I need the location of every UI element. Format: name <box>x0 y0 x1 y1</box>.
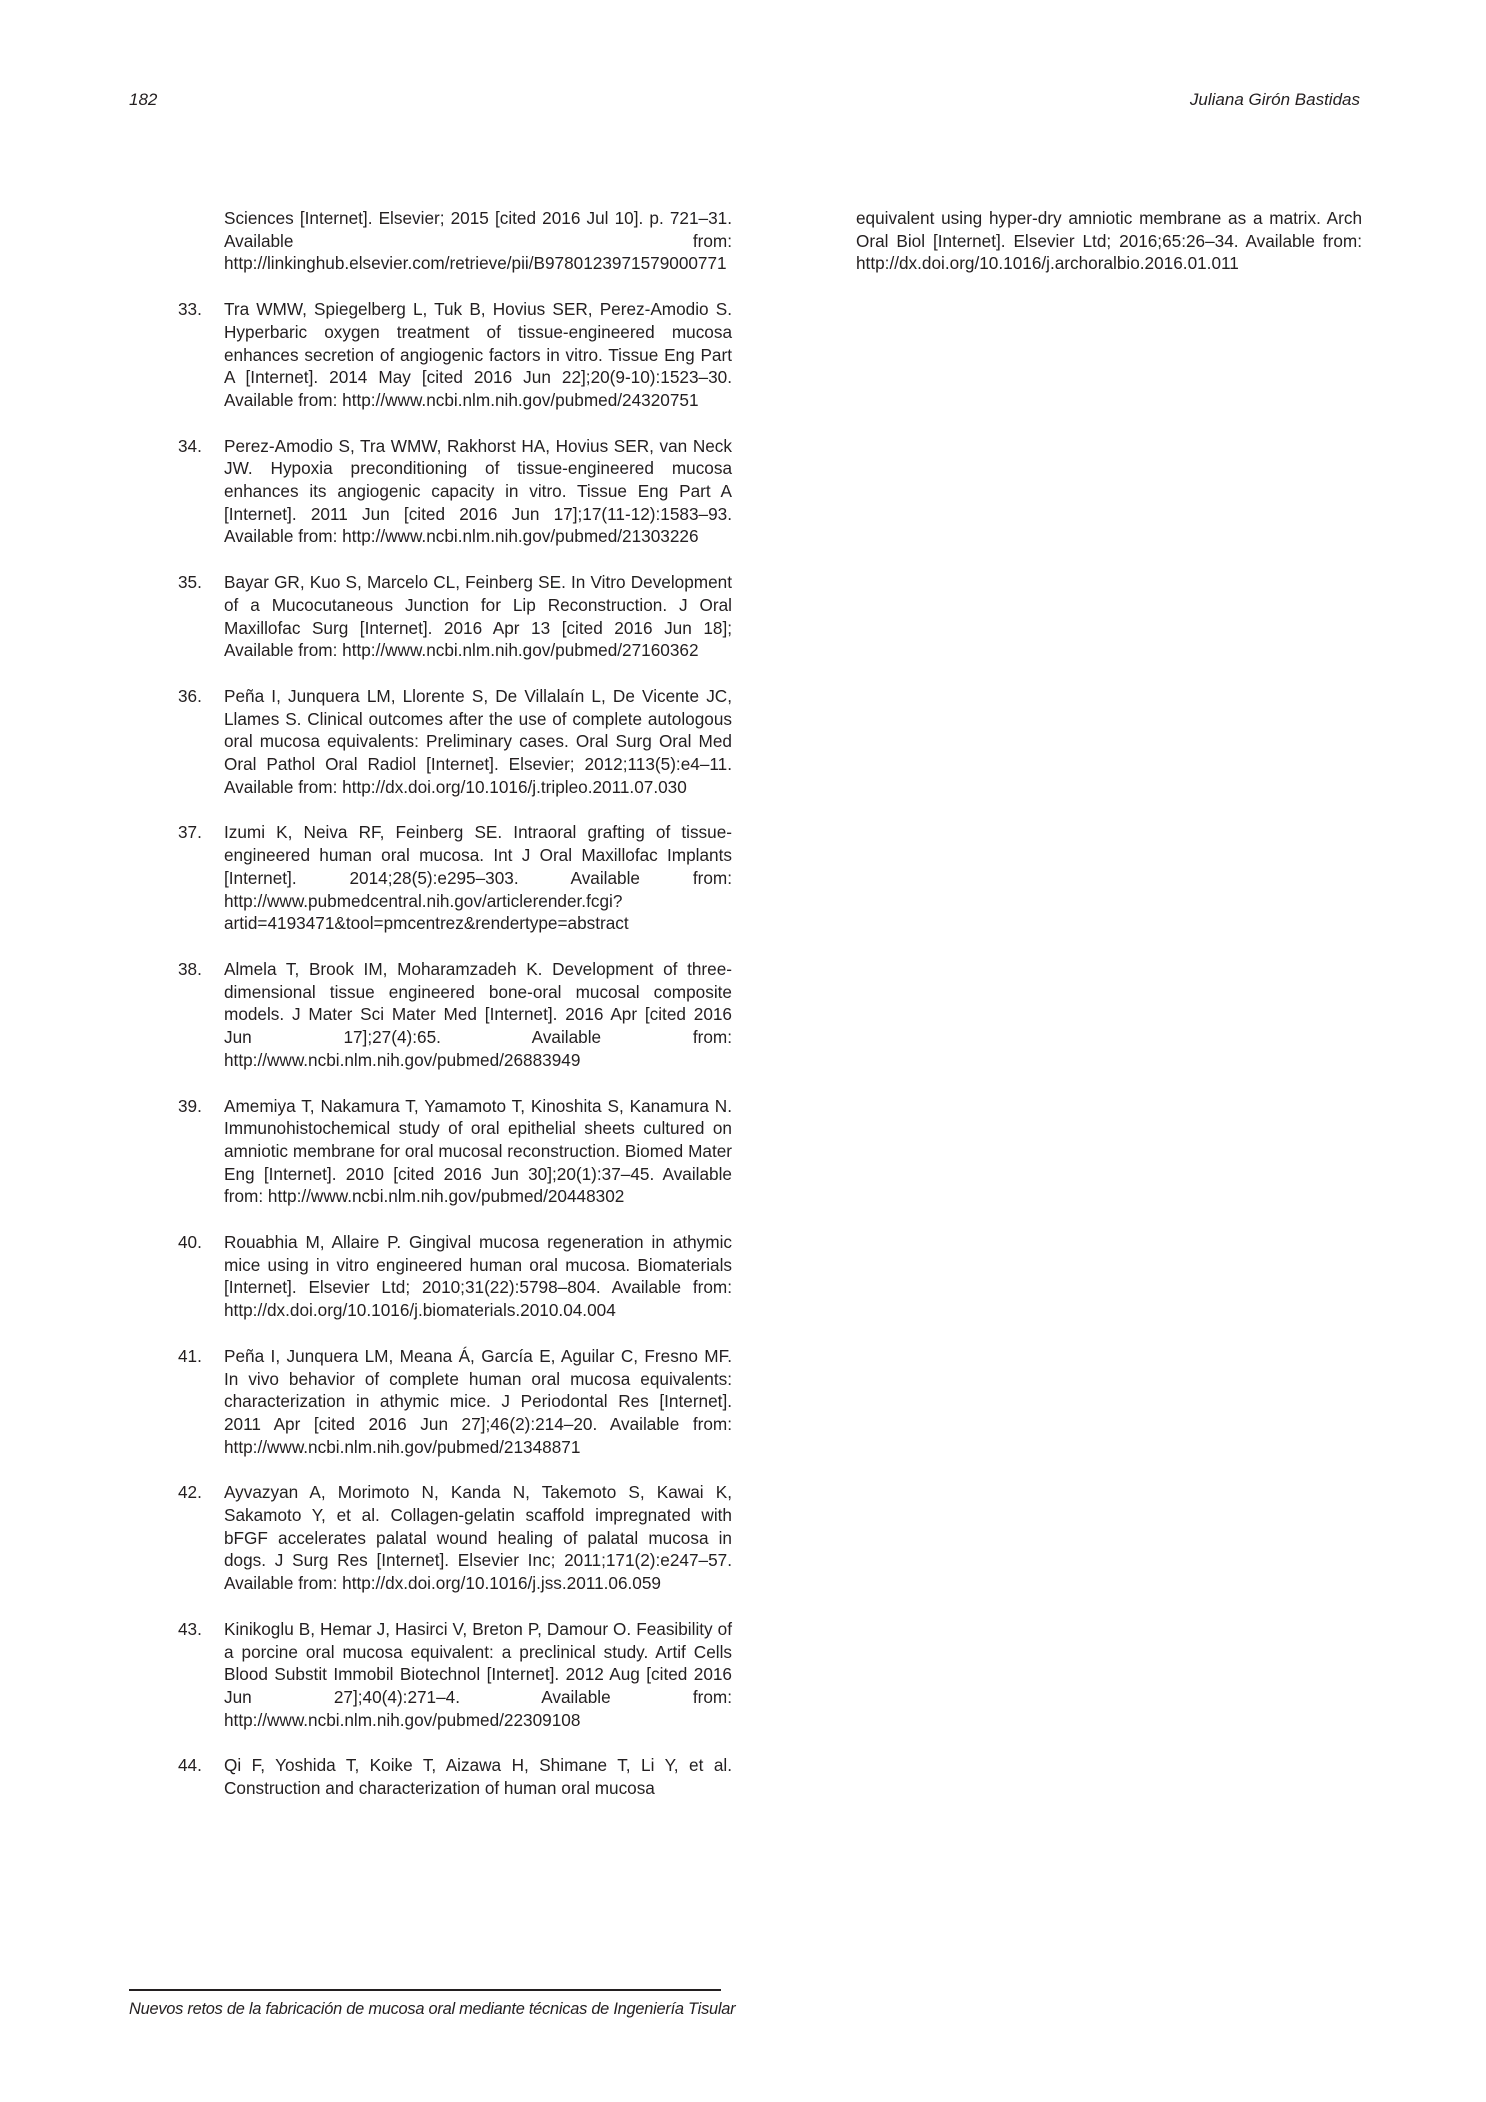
reference-text: Ayvazyan A, Morimoto N, Kanda N, Takemoto S, Kawai K, Sakamoto Y, et al. Collagen-gelatin scaffold impregnated with bFGF accelerates palatal wound healing of palatal mucosa in dogs. J Surg Res [Internet]. Elsevier Inc; 2011;171(2):e247–57. Available from: http://dx.doi.org/10.1016/j.jss.2011.06.059 <box>224 1482 732 1594</box>
reference-continuation <box>178 207 732 275</box>
reference-number: 38. <box>178 958 202 979</box>
footer-book-title: Nuevos retos de la fabricación de mucosa oral mediante técnicas de Ingeniería Tisular <box>129 2000 736 2018</box>
reference-text: Qi F, Yoshida T, Koike T, Aizawa H, Shimane T, Li Y, et al. Construction and characterization of human oral mucosa <box>224 1755 732 1799</box>
reference-item <box>178 821 732 935</box>
reference-text: Rouabhia M, Allaire P. Gingival mucosa regeneration in athymic mice using in vitro engineered human oral mucosa. Biomaterials [Internet]. Elsevier Ltd; 2010;31(22):5798–804. Available from: http://dx.doi.org/10.1016/j.biomaterials.2010.04.004 <box>224 1232 732 1321</box>
reference-list-left-column <box>178 207 732 1823</box>
reference-list-right-column <box>856 207 1362 298</box>
reference-item <box>178 1345 732 1459</box>
reference-number: 44. <box>178 1755 202 1776</box>
reference-number: 40. <box>178 1232 202 1253</box>
reference-number: 41. <box>178 1345 202 1366</box>
reference-text: equivalent using hyper-dry amniotic membrane as a matrix. Arch Oral Biol [Internet]. Elsevier Ltd; 2016;65:26–34. Available from: http://dx.doi.org/10.1016/j.archoralbio.2016.01.011 <box>856 208 1362 274</box>
reference-text: Peña I, Junquera LM, Llorente S, De Villalaín L, De Vicente JC, Llames S. Clinical outcomes after the use of complete autologous oral mucosa equivalents: Preliminary cases. Oral Surg Oral Med Oral Pathol Oral Radiol [Internet]. Elsevier; 2012;113(5):e4–11. Available from: http://dx.doi.org/10.1016/j.tripleo.2011.07.030 <box>224 685 732 797</box>
reference-number: 34. <box>178 435 202 456</box>
reference-number: 33. <box>178 299 202 320</box>
reference-number: 42. <box>178 1482 202 1503</box>
page-number: 182 <box>129 90 158 109</box>
reference-number: 37. <box>178 822 202 843</box>
reference-item <box>178 1618 732 1732</box>
reference-text: Amemiya T, Nakamura T, Yamamoto T, Kinoshita S, Kanamura N. Immunohistochemical study of oral epithelial sheets cultured on amniotic membrane for oral mucosal reconstruction. Biomed Mater Eng [Internet]. 2010 [cited 2016 Jun 30];20(1):37–45. Available from: http://www.ncbi.nlm.nih.gov/pubmed/20448302 <box>224 1095 732 1207</box>
reference-item <box>178 1095 732 1209</box>
reference-number: 36. <box>178 685 202 706</box>
reference-text: Izumi K, Neiva RF, Feinberg SE. Intraoral grafting of tissue-engineered human oral mucosa. Int J Oral Maxillofac Implants [Internet]. 2014;28(5):e295–303. Available from: http://www.pubmedcentral.nih.gov/articlerender.fcgi?artid=4193471&tool=pmcentrez&rendertype=abstract <box>224 822 732 934</box>
reference-text: Almela T, Brook IM, Moharamzadeh K. Development of three-dimensional tissue engineered bone-oral mucosal composite models. J Mater Sci Mater Med [Internet]. 2016 Apr [cited 2016 Jun 17];27(4):65. Available from: http://www.ncbi.nlm.nih.gov/pubmed/26883949 <box>224 958 732 1070</box>
reference-text: Sciences [Internet]. Elsevier; 2015 [cited 2016 Jul 10]. p. 721–31. Available from: http://linkinghub.elsevier.com/retrieve/pii/B9780123971579000771 <box>224 208 732 274</box>
footer-divider <box>129 1989 721 1991</box>
reference-text: Kinikoglu B, Hemar J, Hasirci V, Breton P, Damour O. Feasibility of a porcine oral mucosa equivalent: a preclinical study. Artif Cells Blood Substit Immobil Biotechnol [Internet]. 2012 Aug [cited 2016 Jun 27];40(4):271–4. Available from: http://www.ncbi.nlm.nih.gov/pubmed/22309108 <box>224 1618 732 1730</box>
reference-text: Bayar GR, Kuo S, Marcelo CL, Feinberg SE. In Vitro Development of a Mucocutaneous Junction for Lip Reconstruction. J Oral Maxillofac Surg [Internet]. 2016 Apr 13 [cited 2016 Jun 18]; Available from: http://www.ncbi.nlm.nih.gov/pubmed/27160362 <box>224 572 732 661</box>
reference-continuation <box>856 207 1362 275</box>
reference-number: 39. <box>178 1095 202 1116</box>
running-head-author: Juliana Girón Bastidas <box>1189 90 1360 109</box>
reference-item <box>178 571 732 662</box>
reference-number: 35. <box>178 572 202 593</box>
reference-item <box>178 298 732 412</box>
reference-item <box>178 958 732 1072</box>
reference-text: Perez-Amodio S, Tra WMW, Rakhorst HA, Hovius SER, van Neck JW. Hypoxia preconditioning of tissue-engineered mucosa enhances its angiogenic capacity in vitro. Tissue Eng Part A [Internet]. 2011 Jun [cited 2016 Jun 17];17(11-12):1583–93. Available from: http://www.ncbi.nlm.nih.gov/pubmed/21303226 <box>224 435 732 547</box>
reference-item <box>178 1481 732 1595</box>
reference-item <box>178 1231 732 1322</box>
reference-item <box>178 435 732 549</box>
reference-item <box>178 685 732 799</box>
reference-text: Peña I, Junquera LM, Meana Á, García E, Aguilar C, Fresno MF. In vivo behavior of complete human oral mucosa equivalents: characterization in athymic mice. J Periodontal Res [Internet]. 2011 Apr [cited 2016 Jun 27];46(2):214–20. Available from: http://www.ncbi.nlm.nih.gov/pubmed/21348871 <box>224 1345 732 1457</box>
reference-number: 43. <box>178 1618 202 1639</box>
reference-item <box>178 1754 732 1799</box>
reference-text: Tra WMW, Spiegelberg L, Tuk B, Hovius SER, Perez-Amodio S. Hyperbaric oxygen treatment of tissue-engineered mucosa enhances secretion of angiogenic factors in vitro. Tissue Eng Part A [Internet]. 2014 May [cited 2016 Jun 22];20(9-10):1523–30. Available from: http://www.ncbi.nlm.nih.gov/pubmed/24320751 <box>224 299 732 410</box>
